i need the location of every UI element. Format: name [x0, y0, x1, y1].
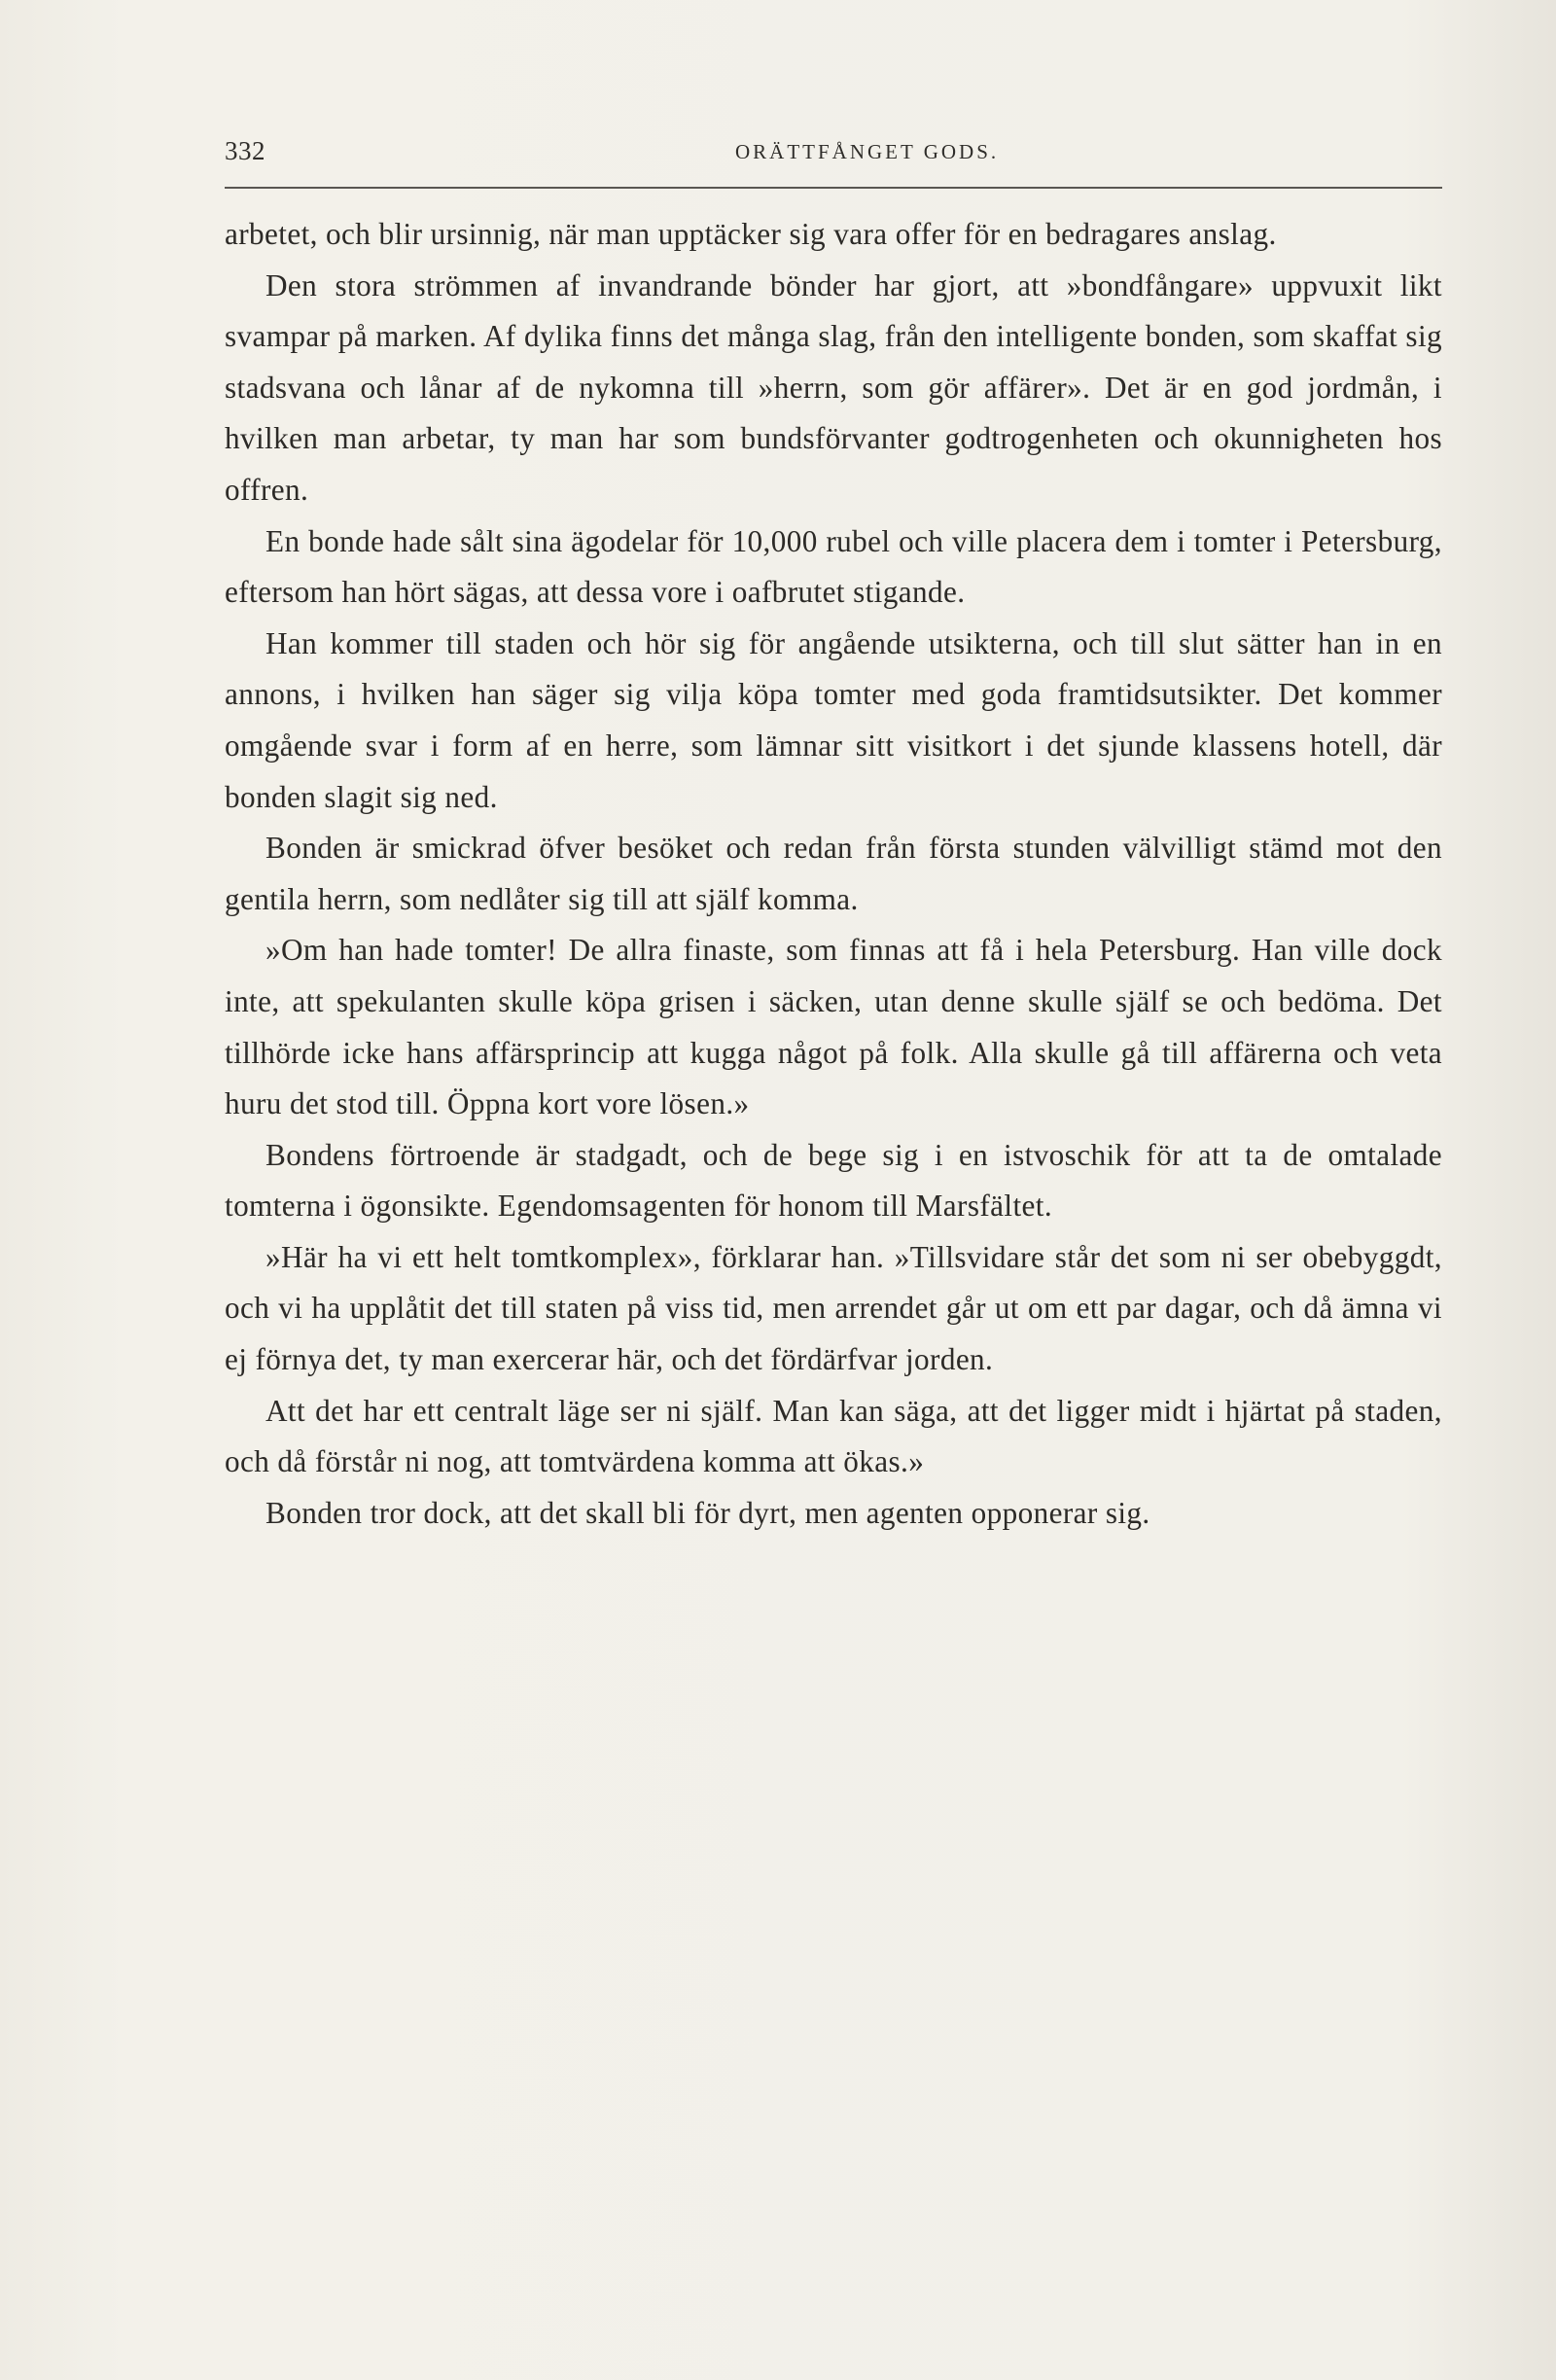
paragraph: Den stora strömmen af invandrande bönder har gjort, att »bondfångare» uppvuxit likt svampar på marken. Af dylika finns det många slag, från den intelligente bonden, som skaffat sig stadsvana och lånar af de nykomna till »herrn, som gör affärer». Det är en god jordmån, i hvilken man arbetar, ty man har som bundsförvanter godtrogenheten och okunnigheten hos offren.: [225, 267, 1442, 507]
paragraph: »Här ha vi ett helt tomtkomplex», förklarar han. »Tillsvidare står det som ni ser obebyggdt, och vi ha upplåtit det till staten på viss tid, men arrendet går ut om ett par dagar, och då ämna vi ej förnya det, ty man exercerar här, och det fördärfvar jorden.: [225, 1239, 1442, 1377]
paragraph: Bonden är smickrad öfver besöket och redan från första stunden välvilligt stämd mot den gentila herrn, som nedlåter sig till att själf komma.: [225, 831, 1442, 916]
paragraph: Han kommer till staden och hör sig för angående utsikterna, och till slut sätter han in en annons, i hvilken han säger sig vilja köpa tomter med goda framtidsutsikter. Det kommer omgående svar i form af en herre, som lämnar sitt visitkort i det sjunde klassens hotell, där bonden slagit sig ned.: [225, 625, 1442, 814]
paragraph: Bonden tror dock, att det skall bli för dyrt, men agenten opponerar sig.: [265, 1495, 1150, 1530]
paragraph: Bondens förtroende är stadgadt, och de bege sig i en istvoschik för att ta de omtalade tomterna i ögonsikte. Egendomsagenten för honom till Marsfältet.: [225, 1137, 1442, 1224]
running-header: [225, 136, 1442, 189]
running-title: ORÄTTFÅNGET GODS.: [735, 140, 1000, 163]
paragraph: »Om han hade tomter! De allra finaste, som finnas att få i hela Petersburg. Han ville dock inte, att spekulanten skulle köpa grisen i säcken, utan denne skulle själf se och bedöma. Det tillhörde icke hans affärsprincip att kugga något på folk. Alla skulle gå till affärerna och veta huru det stod till. Öppna kort vore lösen.»: [225, 933, 1442, 1121]
body-text: [225, 209, 1442, 1539]
paragraph: En bonde hade sålt sina ägodelar för 10,000 rubel och ville placera dem i tomter i Petersburg, eftersom han hört sägas, att dessa vore i oafbrutet stigande.: [225, 523, 1442, 610]
page-number: 332: [225, 136, 265, 165]
paragraph: Att det har ett centralt läge ser ni själf. Man kan säga, att det ligger midt i hjärtat på staden, och då förstår ni nog, att tomtvärdena komma att ökas.»: [225, 1393, 1442, 1479]
paragraph: arbetet, och blir ursinnig, när man upptäcker sig vara offer för en bedragares anslag.: [225, 217, 1277, 251]
